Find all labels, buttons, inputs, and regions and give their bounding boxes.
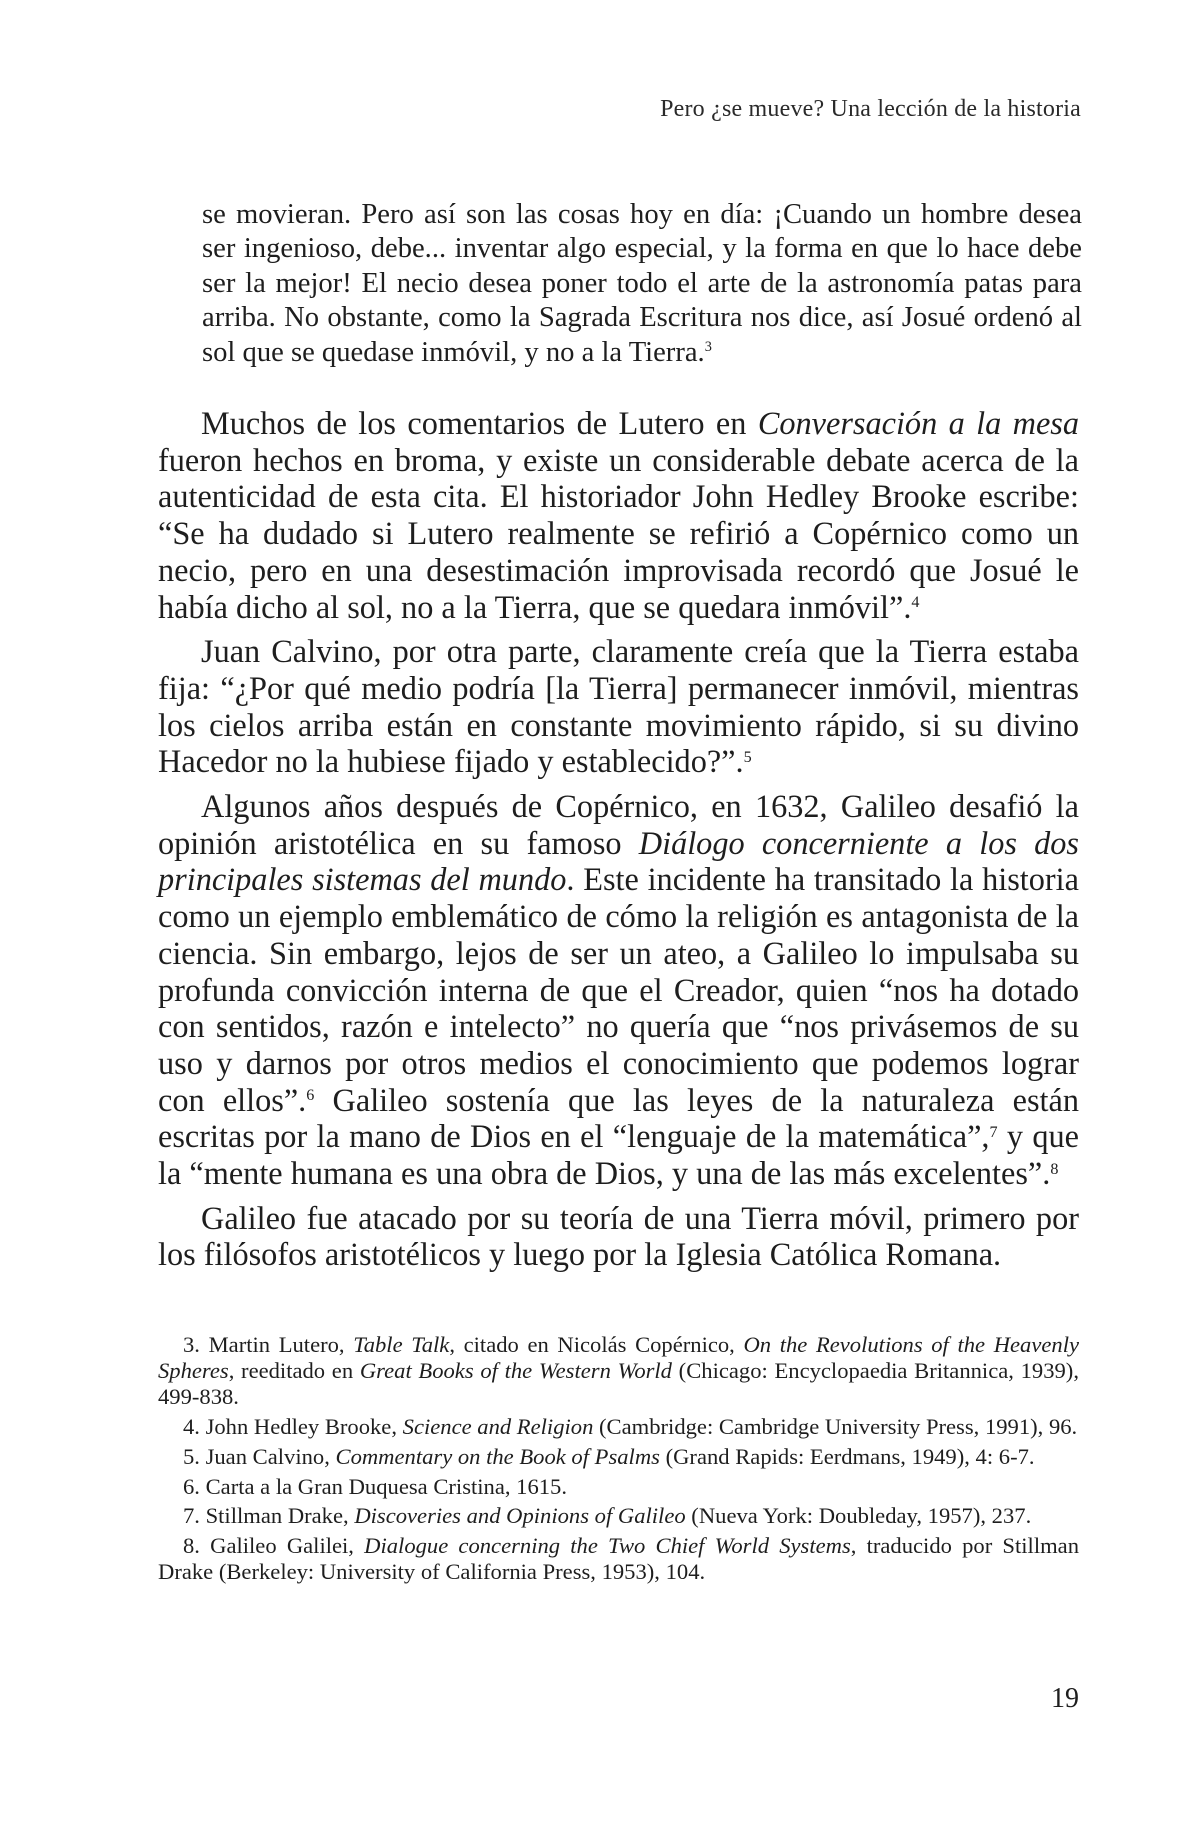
paragraph-text: Muchos de los comentarios de Lutero en bbox=[201, 405, 758, 441]
footnote-title: Table Talk bbox=[353, 1332, 450, 1357]
paragraph-text: fueron hechos en broma, y existe un considerable debate acerca de la autenticidad de esta cita. El historiador John Hedley Brooke escribe: “Se ha dudado si Lutero realmente se refirió a Copérnico como un necio, pero en una desestimación improvisada recordó que Josué le había dicho al sol, no a la Tierra, que se quedara inmóvil”. bbox=[158, 441, 1079, 625]
paragraph-text: . Este incidente ha transitado la historia como un ejemplo emblemático de cómo la religión es antagonista de la ciencia. Sin embargo, lejos de ser un ateo, a Galileo lo impulsaba su profunda convicción interna de que el Creador, quien “nos ha dotado con sentidos, razón e intelecto” no quería que “nos privásemos de su uso y darnos por otros medios el conocimiento que podemos lograr con ellos”. bbox=[158, 861, 1079, 1118]
footnote-text: 3. Martin Lutero, bbox=[183, 1332, 354, 1357]
paragraph-text: Juan Calvino, por otra parte, claramente creía que la Tierra estaba fija: “¿Por qué medio podría [la Tierra] permanecer inmóvil, mientras los cielos arriba están en constante movimiento rápido, si su divino Hacedor no la hubiese fijado y establecido?”. bbox=[158, 633, 1079, 780]
footnote-ref-4: 4 bbox=[911, 594, 920, 612]
paragraph-text: Algunos años después de Copérnico, en 1632, Galileo desafió la opinión aristotélica en su famoso bbox=[158, 788, 1079, 861]
footnotes bbox=[158, 1332, 1079, 1589]
paragraph-text: y que la “mente humana es una obra de Dios, y una de las más excelentes”. bbox=[158, 1118, 1079, 1192]
footnote-text: (Chicago: Encyclopaedia Britannica, 1939), 499-838. bbox=[158, 1357, 1079, 1409]
footnote-title: On the Revolutions of the Heavenly Spheres bbox=[158, 1332, 1079, 1383]
footnote-text: 4. John Hedley Brooke, bbox=[183, 1413, 403, 1439]
block-quote-paragraph bbox=[202, 198, 1082, 370]
footnote-text: , traducido por Stillman Drake (Berkeley: University of California Press, 1953), 104. bbox=[158, 1533, 1079, 1585]
book-title: Diálogo concerniente a los dos principales sistemas del mundo bbox=[158, 824, 1080, 898]
footnote-text: (Nueva York: Doubleday, 1957), 237. bbox=[685, 1503, 1032, 1529]
paragraph-text: Galileo fue atacado por su teoría de una Tierra móvil, primero por los filósofos aristotélicos y luego por la Iglesia Católica Romana. bbox=[158, 1199, 1079, 1273]
footnote-title: Discoveries and Opinions of Galileo bbox=[354, 1503, 686, 1529]
book-title: Conversación a la mesa bbox=[757, 405, 1079, 441]
footnote-text: 5. Juan Calvino, bbox=[183, 1443, 336, 1469]
body-text bbox=[158, 405, 1079, 1281]
footnote-title: Great Books of the Western World bbox=[359, 1357, 672, 1383]
paragraph-text: Galileo sostenía que las leyes de la naturaleza están escritas por la mano de Dios en el “lenguaje de la matemática”, bbox=[158, 1081, 1079, 1155]
footnote-title: Science and Religion bbox=[402, 1413, 594, 1439]
block-quote-text: se movieran. Pero así son las cosas hoy en día: ¡Cuando un hombre desea ser ingenioso, debe... inventar algo especial, y la forma en que lo hace debe ser la mejor! El necio desea poner todo el arte de la astronomía patas para arriba. No obstante, como la Sagrada Escritura nos dice, así Josué ordenó al sol que se quedase inmóvil, y no a la Tierra. bbox=[202, 199, 1082, 368]
paragraph-calvin bbox=[158, 633, 1079, 780]
page-number: 19 bbox=[1051, 1683, 1079, 1714]
footnote-text: 7. Stillman Drake, bbox=[183, 1503, 355, 1529]
footnote-title: Commentary on the Book of Psalms bbox=[335, 1443, 660, 1469]
footnote-8 bbox=[158, 1533, 1079, 1585]
paragraph-galileo bbox=[158, 788, 1079, 1192]
block-quote bbox=[202, 198, 1082, 370]
footnote-text: 6. Carta a la Gran Duquesa Cristina, 1615. bbox=[183, 1473, 567, 1499]
footnote-ref-5: 5 bbox=[743, 748, 752, 766]
footnote-ref-8: 8 bbox=[1050, 1160, 1059, 1178]
footnote-7 bbox=[158, 1503, 1079, 1529]
running-head: Pero ¿se mueve? Una lección de la historia bbox=[660, 96, 1081, 122]
footnote-text: , reeditado en bbox=[228, 1357, 360, 1383]
paragraph-luther-table-talk bbox=[158, 405, 1079, 625]
footnote-ref-6: 6 bbox=[306, 1087, 315, 1105]
footnote-ref-7: 7 bbox=[989, 1123, 998, 1141]
footnote-ref-3: 3 bbox=[704, 339, 712, 356]
footnote-text: (Grand Rapids: Eerdmans, 1949), 4: 6-7. bbox=[659, 1443, 1035, 1469]
footnote-text: 8. Galileo Galilei, bbox=[183, 1533, 365, 1559]
footnote-4 bbox=[158, 1414, 1079, 1440]
footnote-3 bbox=[158, 1332, 1079, 1410]
paragraph-galileo-attacked bbox=[158, 1200, 1079, 1273]
footnote-title: Dialogue concerning the Two Chief World Systems bbox=[364, 1533, 851, 1559]
footnote-text: , citado en Nicolás Copérnico, bbox=[449, 1332, 744, 1357]
footnote-text: (Cambridge: Cambridge University Press, 1991), 96. bbox=[593, 1413, 1078, 1439]
footnote-5 bbox=[158, 1444, 1079, 1470]
footnote-6 bbox=[158, 1474, 1079, 1500]
